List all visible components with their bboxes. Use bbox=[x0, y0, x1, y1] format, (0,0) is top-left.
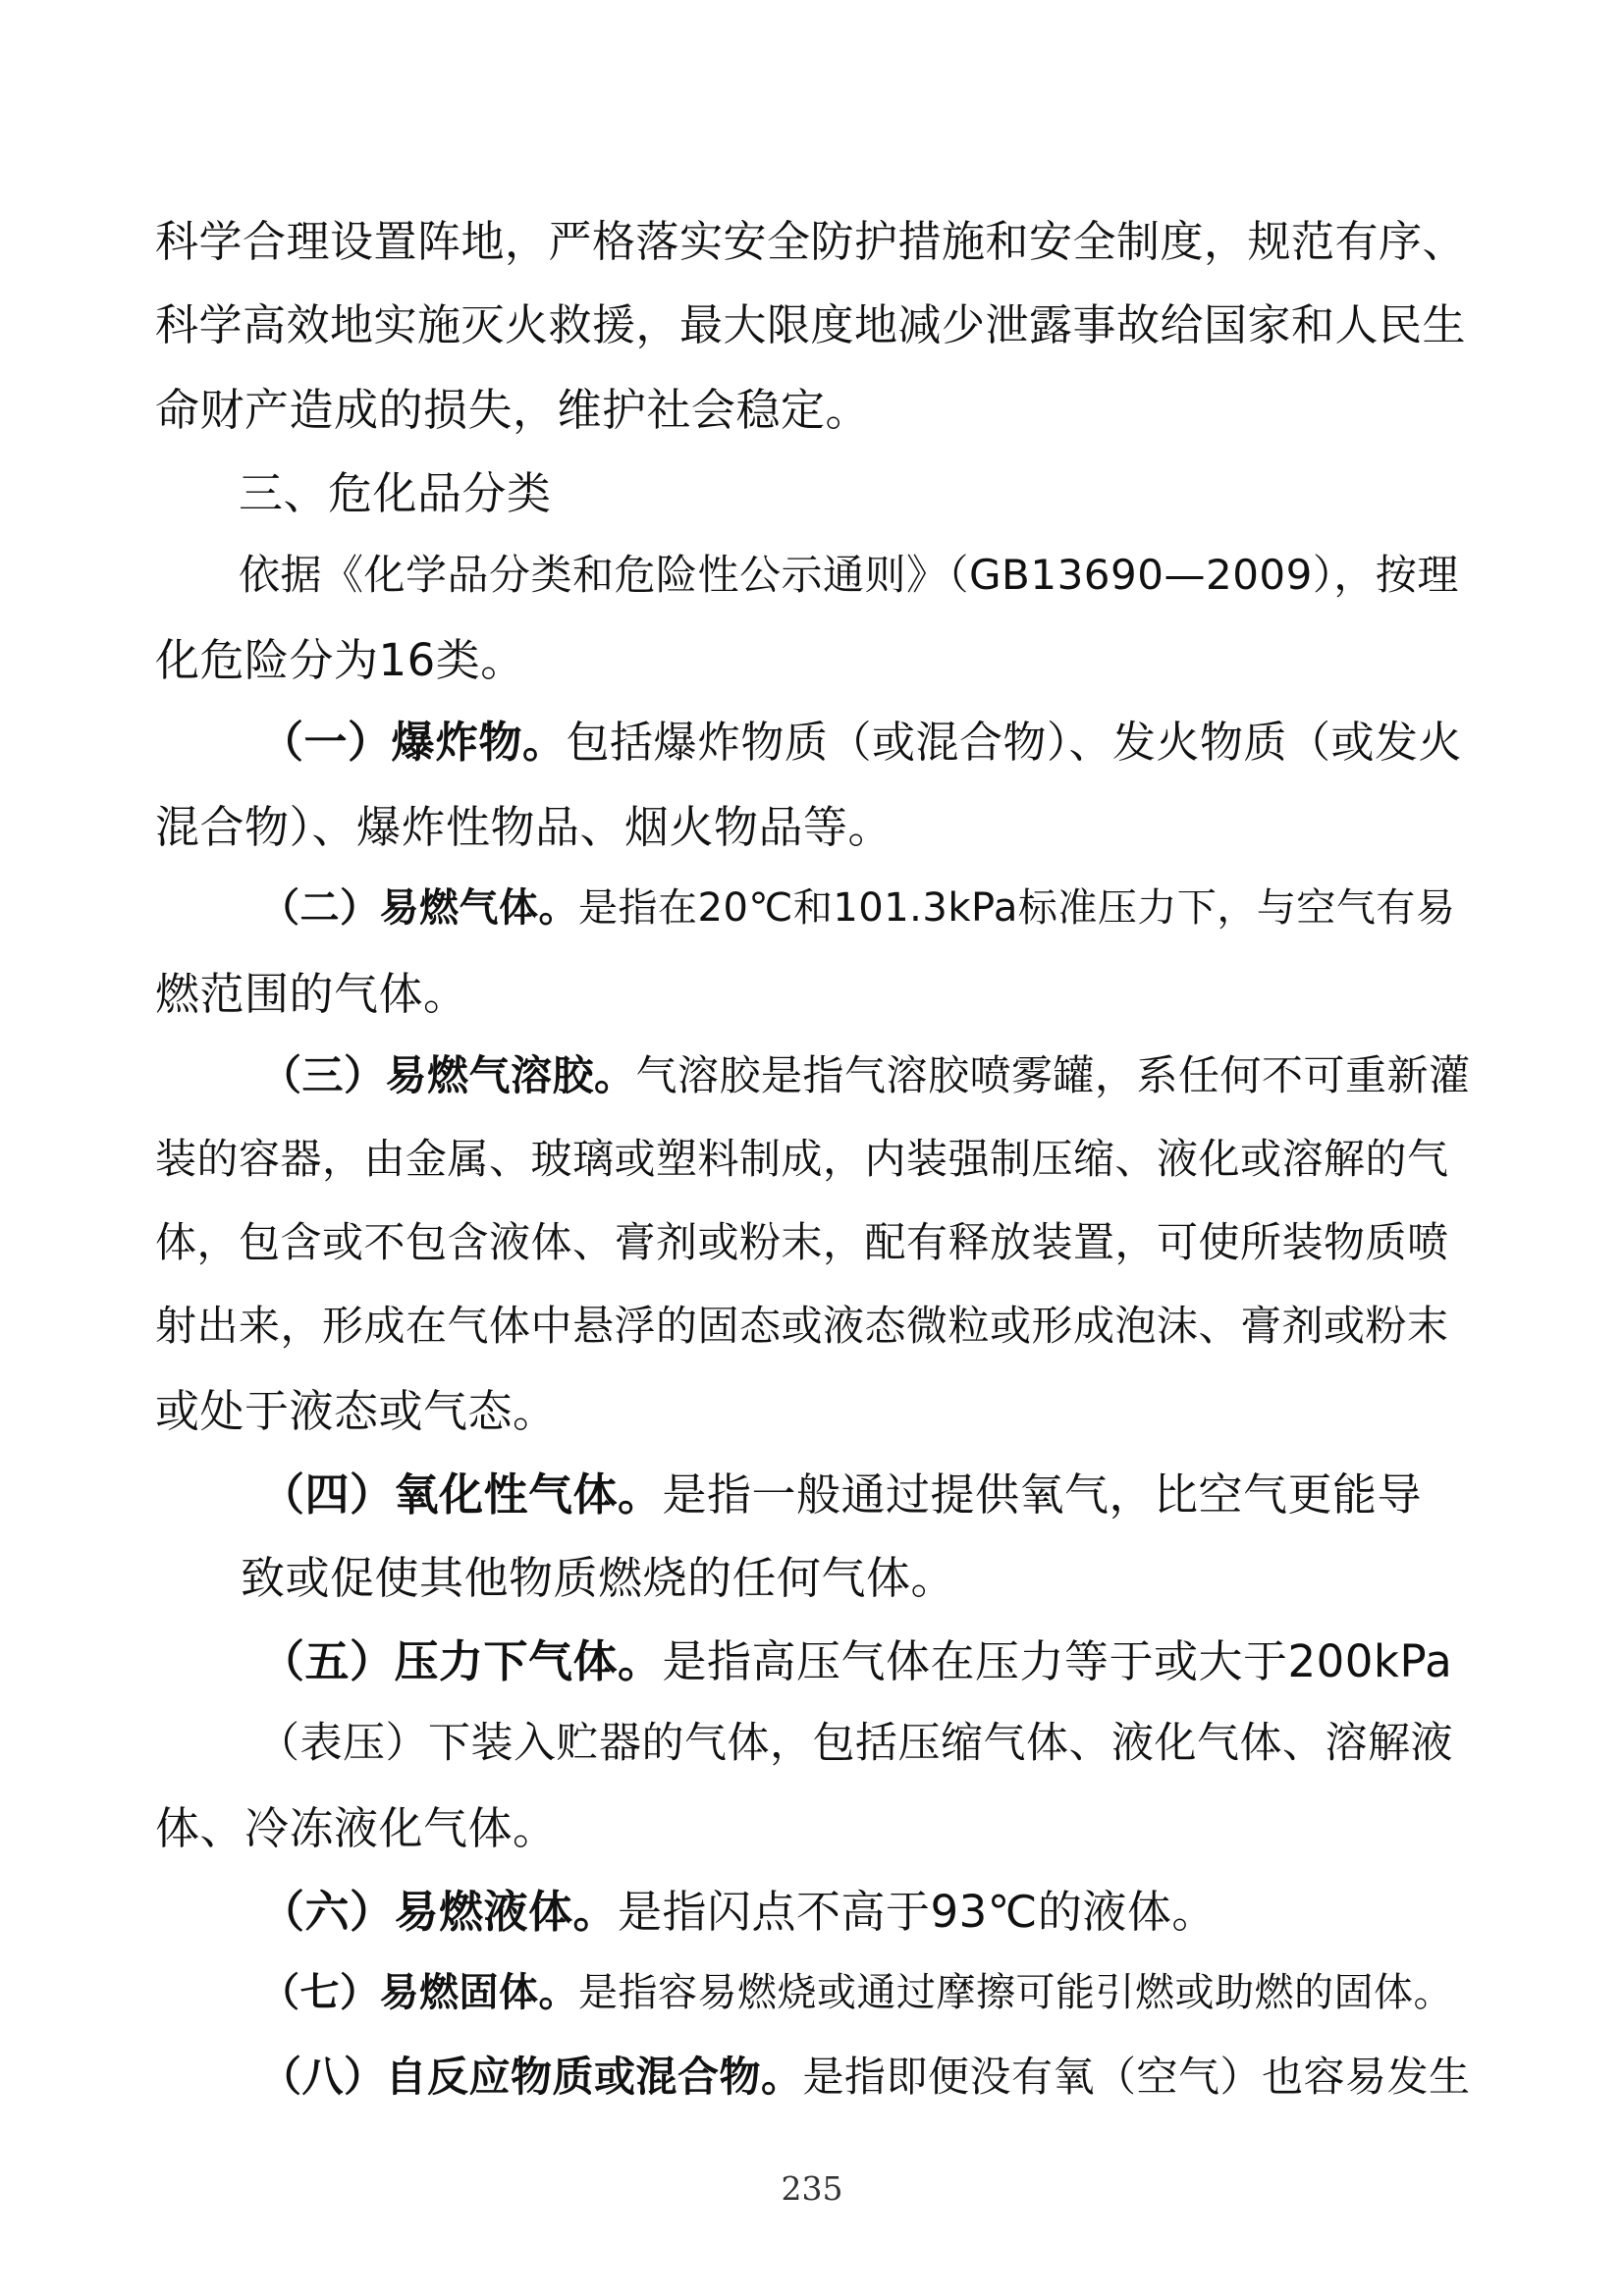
category-5-line-3: 体、冷冻液化气体。 bbox=[155, 1802, 558, 1854]
intro-line-3: 命财产造成的损失，维护社会稳定。 bbox=[155, 384, 871, 436]
section-heading: 三、危化品分类 bbox=[239, 467, 552, 519]
category-2-first-line bbox=[260, 885, 1456, 931]
category-6-label: （六）易燃液体。 bbox=[260, 1886, 619, 1938]
category-1-label: （一）爆炸物。 bbox=[260, 718, 567, 768]
page-number: 235 bbox=[781, 2169, 843, 2208]
category-7-text: 是指容易燃烧或通过摩擦可能引燃或助燃的固体。 bbox=[578, 1970, 1453, 2015]
category-8-text: 是指即便没有氧（空气）也容易发生 bbox=[802, 2053, 1471, 2101]
category-3-line-3: 体，包含或不包含液体、膏剂或粉末，配有释放装置，可使所装物质喷 bbox=[155, 1218, 1449, 1266]
category-6-first-line bbox=[260, 1886, 1217, 1938]
category-1-text: 包括爆炸物质（或混合物）、发火物质（或发火 bbox=[566, 718, 1462, 768]
category-4-first-line bbox=[260, 1468, 1423, 1521]
category-7-label: （七）易燃固体。 bbox=[260, 1970, 578, 2015]
category-5-first-line bbox=[260, 1635, 1453, 1687]
category-3-first-line bbox=[260, 1051, 1471, 1099]
category-2-line-2: 燃范围的气体。 bbox=[155, 968, 468, 1020]
category-8-label: （八）自反应物质或混合物。 bbox=[260, 2053, 803, 2101]
basis-line-1: 依据《化学品分类和危险性公示通则》（GB13690—2009），按理 bbox=[239, 551, 1459, 599]
category-2-label: （二）易燃气体。 bbox=[260, 885, 578, 931]
category-7-first-line bbox=[260, 1970, 1453, 2015]
category-3-text: 气溶胶是指气溶胶喷雾罐，系任何不可重新灌 bbox=[635, 1051, 1471, 1099]
category-6-text: 是指闪点不高于93℃的液体。 bbox=[618, 1886, 1217, 1938]
basis-line-2: 化危险分为16类。 bbox=[155, 634, 525, 686]
category-3-line-5: 或处于液态或气态。 bbox=[155, 1385, 558, 1437]
category-3-label: （三）易燃气溶胶。 bbox=[260, 1051, 636, 1099]
category-8-first-line bbox=[260, 2053, 1471, 2101]
category-5-label: （五）压力下气体。 bbox=[260, 1635, 663, 1687]
intro-line-1: 科学合理设置阵地，严格落实安全防护措施和安全制度，规范有序、 bbox=[155, 217, 1466, 267]
category-4-text: 是指一般通过提供氧气，比空气更能导 bbox=[662, 1468, 1423, 1521]
category-4-line-2: 致或促使其他物质燃烧的任何气体。 bbox=[241, 1552, 956, 1604]
category-2-text: 是指在20℃和101.3kPa标准压力下，与空气有易 bbox=[578, 885, 1456, 931]
category-1-line-2: 混合物）、爆炸性物品、烟火物品等。 bbox=[155, 801, 893, 853]
category-3-line-2: 装的容器，由金属、玻璃或塑料制成，内装强制压缩、液化或溶解的气 bbox=[155, 1135, 1449, 1183]
category-5-line-2: （表压）下装入贮器的气体，包括压缩气体、液化气体、溶解液 bbox=[257, 1719, 1453, 1768]
category-3-line-4: 射出来，形成在气体中悬浮的固态或液态微粒或形成泡沫、膏剂或粉末 bbox=[155, 1302, 1449, 1350]
category-5-text: 是指高压气体在压力等于或大于200kPa bbox=[662, 1635, 1453, 1687]
intro-line-2: 科学高效地实施灭火救援，最大限度地减少泄露事故给国家和人民生 bbox=[155, 300, 1466, 350]
category-4-label: （四）氧化性气体。 bbox=[260, 1468, 663, 1521]
category-1-first-line bbox=[260, 718, 1462, 768]
